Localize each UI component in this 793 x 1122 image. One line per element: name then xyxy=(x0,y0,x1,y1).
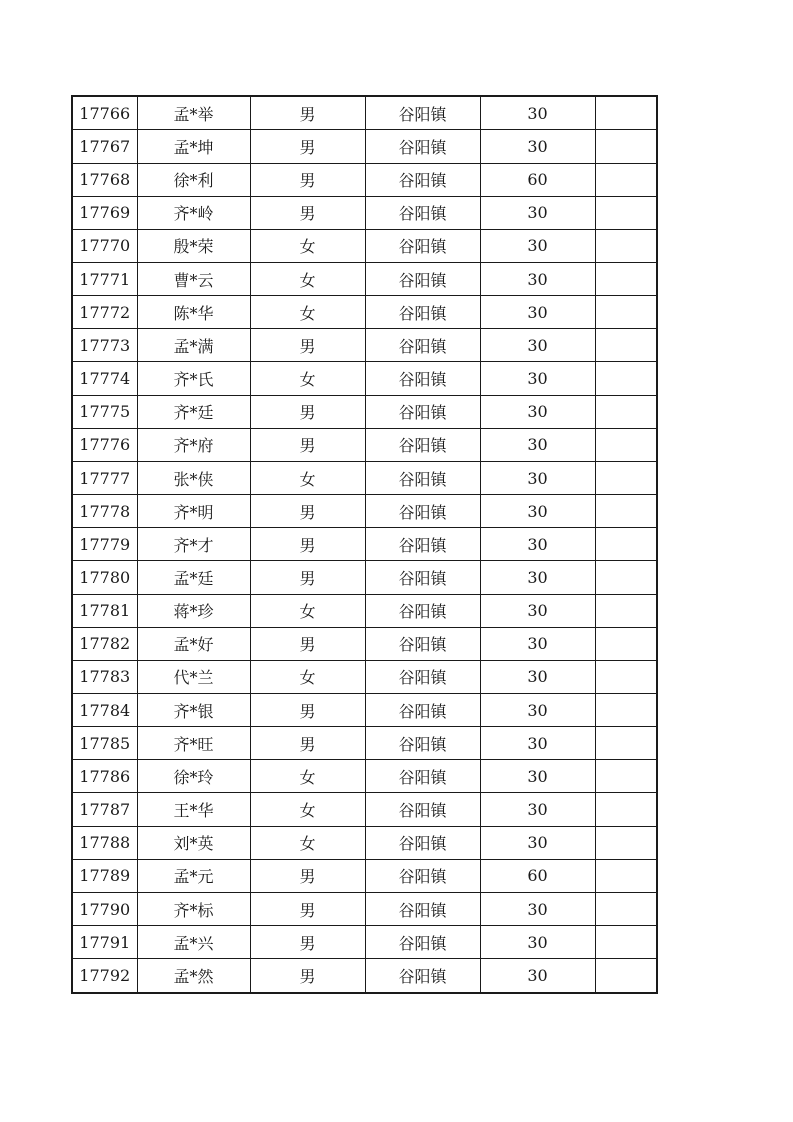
cell-town: 谷阳镇 xyxy=(365,130,480,163)
cell-name: 齐*氏 xyxy=(137,362,250,395)
cell-town: 谷阳镇 xyxy=(365,594,480,627)
cell-gender: 男 xyxy=(250,926,365,959)
cell-id: 17773 xyxy=(72,329,137,362)
cell-gender: 女 xyxy=(250,262,365,295)
table-row xyxy=(72,163,657,196)
cell-gender: 女 xyxy=(250,826,365,859)
cell-town: 谷阳镇 xyxy=(365,395,480,428)
cell-id: 17771 xyxy=(72,262,137,295)
cell-id: 17766 xyxy=(72,96,137,130)
cell-name: 齐*才 xyxy=(137,528,250,561)
cell-note xyxy=(595,859,657,892)
cell-amount: 30 xyxy=(480,395,595,428)
cell-amount: 30 xyxy=(480,959,595,993)
cell-amount: 30 xyxy=(480,760,595,793)
cell-amount: 60 xyxy=(480,859,595,892)
cell-id: 17785 xyxy=(72,727,137,760)
table-row xyxy=(72,959,657,993)
cell-note xyxy=(595,892,657,925)
cell-amount: 30 xyxy=(480,461,595,494)
cell-name: 孟*满 xyxy=(137,329,250,362)
cell-gender: 男 xyxy=(250,627,365,660)
cell-town: 谷阳镇 xyxy=(365,892,480,925)
cell-amount: 30 xyxy=(480,594,595,627)
cell-amount: 30 xyxy=(480,296,595,329)
cell-amount: 30 xyxy=(480,329,595,362)
cell-id: 17791 xyxy=(72,926,137,959)
cell-gender: 男 xyxy=(250,163,365,196)
table-row xyxy=(72,627,657,660)
cell-id: 17780 xyxy=(72,561,137,594)
cell-gender: 男 xyxy=(250,428,365,461)
cell-name: 代*兰 xyxy=(137,660,250,693)
cell-name: 孟*举 xyxy=(137,96,250,130)
cell-id: 17787 xyxy=(72,793,137,826)
table-row xyxy=(72,229,657,262)
cell-gender: 男 xyxy=(250,528,365,561)
cell-gender: 男 xyxy=(250,727,365,760)
table-row xyxy=(72,660,657,693)
cell-amount: 30 xyxy=(480,793,595,826)
table-row xyxy=(72,130,657,163)
cell-note xyxy=(595,130,657,163)
cell-name: 孟*然 xyxy=(137,959,250,993)
table-row xyxy=(72,727,657,760)
cell-name: 齐*旺 xyxy=(137,727,250,760)
cell-gender: 女 xyxy=(250,660,365,693)
cell-name: 孟*好 xyxy=(137,627,250,660)
cell-name: 齐*明 xyxy=(137,495,250,528)
cell-id: 17770 xyxy=(72,229,137,262)
cell-id: 17788 xyxy=(72,826,137,859)
cell-note xyxy=(595,826,657,859)
table-row xyxy=(72,96,657,130)
cell-amount: 30 xyxy=(480,727,595,760)
table-body xyxy=(72,96,657,993)
table-row xyxy=(72,329,657,362)
cell-amount: 30 xyxy=(480,528,595,561)
cell-id: 17792 xyxy=(72,959,137,993)
cell-amount: 60 xyxy=(480,163,595,196)
cell-gender: 男 xyxy=(250,495,365,528)
table-row xyxy=(72,594,657,627)
cell-note xyxy=(595,461,657,494)
cell-amount: 30 xyxy=(480,428,595,461)
cell-town: 谷阳镇 xyxy=(365,694,480,727)
cell-gender: 男 xyxy=(250,859,365,892)
cell-gender: 男 xyxy=(250,395,365,428)
cell-name: 陈*华 xyxy=(137,296,250,329)
cell-note xyxy=(595,296,657,329)
cell-name: 张*侠 xyxy=(137,461,250,494)
cell-town: 谷阳镇 xyxy=(365,262,480,295)
cell-amount: 30 xyxy=(480,362,595,395)
cell-town: 谷阳镇 xyxy=(365,727,480,760)
cell-id: 17789 xyxy=(72,859,137,892)
cell-note xyxy=(595,926,657,959)
cell-town: 谷阳镇 xyxy=(365,96,480,130)
cell-town: 谷阳镇 xyxy=(365,229,480,262)
cell-gender: 男 xyxy=(250,892,365,925)
cell-amount: 30 xyxy=(480,561,595,594)
cell-note xyxy=(595,329,657,362)
cell-town: 谷阳镇 xyxy=(365,926,480,959)
cell-name: 孟*兴 xyxy=(137,926,250,959)
table-row xyxy=(72,428,657,461)
cell-name: 齐*岭 xyxy=(137,196,250,229)
cell-amount: 30 xyxy=(480,660,595,693)
cell-gender: 男 xyxy=(250,329,365,362)
cell-town: 谷阳镇 xyxy=(365,561,480,594)
cell-id: 17790 xyxy=(72,892,137,925)
table-row xyxy=(72,859,657,892)
table-row xyxy=(72,262,657,295)
cell-town: 谷阳镇 xyxy=(365,196,480,229)
table-row xyxy=(72,760,657,793)
cell-amount: 30 xyxy=(480,826,595,859)
cell-name: 齐*府 xyxy=(137,428,250,461)
cell-gender: 女 xyxy=(250,760,365,793)
table-row xyxy=(72,528,657,561)
cell-id: 17772 xyxy=(72,296,137,329)
cell-town: 谷阳镇 xyxy=(365,760,480,793)
cell-town: 谷阳镇 xyxy=(365,163,480,196)
table-row xyxy=(72,892,657,925)
cell-note xyxy=(595,694,657,727)
cell-name: 刘*英 xyxy=(137,826,250,859)
cell-id: 17776 xyxy=(72,428,137,461)
cell-town: 谷阳镇 xyxy=(365,959,480,993)
cell-id: 17786 xyxy=(72,760,137,793)
cell-name: 齐*银 xyxy=(137,694,250,727)
cell-town: 谷阳镇 xyxy=(365,495,480,528)
cell-note xyxy=(595,163,657,196)
cell-gender: 女 xyxy=(250,461,365,494)
cell-gender: 女 xyxy=(250,594,365,627)
cell-amount: 30 xyxy=(480,627,595,660)
cell-note xyxy=(595,196,657,229)
cell-town: 谷阳镇 xyxy=(365,461,480,494)
table-row xyxy=(72,561,657,594)
cell-note xyxy=(595,760,657,793)
cell-id: 17778 xyxy=(72,495,137,528)
cell-town: 谷阳镇 xyxy=(365,793,480,826)
cell-gender: 男 xyxy=(250,694,365,727)
cell-town: 谷阳镇 xyxy=(365,627,480,660)
cell-name: 王*华 xyxy=(137,793,250,826)
cell-name: 孟*坤 xyxy=(137,130,250,163)
cell-id: 17782 xyxy=(72,627,137,660)
cell-note xyxy=(595,495,657,528)
cell-town: 谷阳镇 xyxy=(365,296,480,329)
roster-table xyxy=(71,95,658,994)
cell-name: 齐*标 xyxy=(137,892,250,925)
cell-note xyxy=(595,229,657,262)
cell-gender: 女 xyxy=(250,793,365,826)
table-row xyxy=(72,826,657,859)
cell-town: 谷阳镇 xyxy=(365,528,480,561)
cell-id: 17777 xyxy=(72,461,137,494)
cell-id: 17767 xyxy=(72,130,137,163)
cell-gender: 女 xyxy=(250,229,365,262)
cell-id: 17769 xyxy=(72,196,137,229)
cell-amount: 30 xyxy=(480,926,595,959)
cell-name: 蒋*珍 xyxy=(137,594,250,627)
table-row xyxy=(72,793,657,826)
cell-note xyxy=(595,262,657,295)
cell-note xyxy=(595,793,657,826)
cell-amount: 30 xyxy=(480,96,595,130)
table-row xyxy=(72,694,657,727)
cell-id: 17781 xyxy=(72,594,137,627)
table-row xyxy=(72,362,657,395)
cell-note xyxy=(595,395,657,428)
cell-gender: 女 xyxy=(250,362,365,395)
cell-gender: 男 xyxy=(250,561,365,594)
cell-id: 17784 xyxy=(72,694,137,727)
cell-town: 谷阳镇 xyxy=(365,826,480,859)
cell-note xyxy=(595,959,657,993)
cell-note xyxy=(595,561,657,594)
table-row xyxy=(72,296,657,329)
cell-note xyxy=(595,727,657,760)
cell-note xyxy=(595,428,657,461)
cell-note xyxy=(595,96,657,130)
cell-id: 17775 xyxy=(72,395,137,428)
cell-town: 谷阳镇 xyxy=(365,362,480,395)
cell-gender: 男 xyxy=(250,130,365,163)
cell-amount: 30 xyxy=(480,196,595,229)
cell-town: 谷阳镇 xyxy=(365,660,480,693)
table-row xyxy=(72,395,657,428)
table-row xyxy=(72,196,657,229)
cell-town: 谷阳镇 xyxy=(365,428,480,461)
cell-note xyxy=(595,362,657,395)
table-row xyxy=(72,926,657,959)
cell-name: 孟*元 xyxy=(137,859,250,892)
cell-note xyxy=(595,528,657,561)
cell-id: 17779 xyxy=(72,528,137,561)
cell-gender: 男 xyxy=(250,959,365,993)
table-row xyxy=(72,495,657,528)
cell-id: 17768 xyxy=(72,163,137,196)
cell-name: 徐*玲 xyxy=(137,760,250,793)
cell-gender: 男 xyxy=(250,96,365,130)
cell-name: 齐*廷 xyxy=(137,395,250,428)
table-row xyxy=(72,461,657,494)
cell-id: 17774 xyxy=(72,362,137,395)
cell-note xyxy=(595,660,657,693)
cell-name: 曹*云 xyxy=(137,262,250,295)
cell-amount: 30 xyxy=(480,130,595,163)
cell-name: 孟*廷 xyxy=(137,561,250,594)
cell-town: 谷阳镇 xyxy=(365,329,480,362)
cell-town: 谷阳镇 xyxy=(365,859,480,892)
cell-gender: 男 xyxy=(250,196,365,229)
cell-id: 17783 xyxy=(72,660,137,693)
cell-name: 徐*利 xyxy=(137,163,250,196)
cell-amount: 30 xyxy=(480,892,595,925)
cell-note xyxy=(595,627,657,660)
cell-amount: 30 xyxy=(480,694,595,727)
cell-gender: 女 xyxy=(250,296,365,329)
cell-amount: 30 xyxy=(480,229,595,262)
cell-amount: 30 xyxy=(480,262,595,295)
cell-note xyxy=(595,594,657,627)
cell-name: 殷*荣 xyxy=(137,229,250,262)
cell-amount: 30 xyxy=(480,495,595,528)
